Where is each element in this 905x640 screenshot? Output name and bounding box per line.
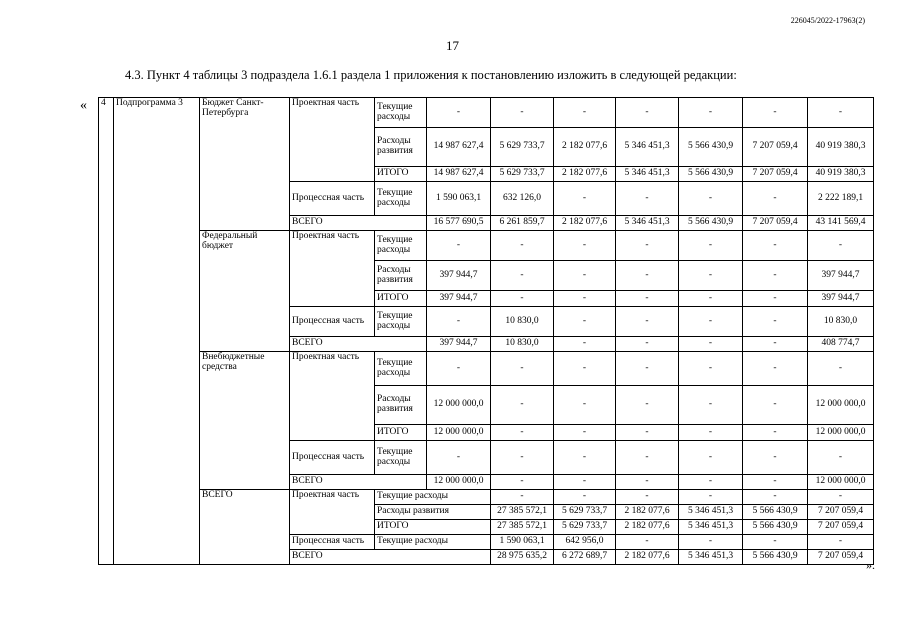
value-cell: 5 346 451,3 [679,520,743,535]
value-cell: 5 566 430,9 [743,550,808,565]
value-cell: 2 182 077,6 [554,216,616,231]
value-cell: - [679,291,743,307]
value-cell: - [679,98,743,128]
part-process: Процессная часть [290,307,375,337]
source-federal: Федеральный бюджет [200,231,290,352]
value-cell: - [616,535,679,550]
value-cell: - [491,261,554,291]
quote-close-mark: ». [866,558,875,572]
value-cell: 10 830,0 [808,307,874,337]
type-current: Текущие расходы [375,182,427,216]
value-cell: - [491,352,554,386]
value-cell: 5 629 733,7 [491,128,554,167]
part-project: Проектная часть [290,352,375,441]
value-cell: - [616,337,679,352]
value-cell: 5 346 451,3 [616,167,679,182]
value-cell: 5 346 451,3 [616,128,679,167]
value-cell: - [743,441,808,475]
value-cell: - [743,337,808,352]
value-cell: 12 000 000,0 [808,425,874,441]
value-cell: - [427,441,491,475]
value-cell: - [743,98,808,128]
value-cell: - [808,98,874,128]
value-cell: 27 385 572,1 [491,505,554,520]
type-development: Расходы развития [375,128,427,167]
value-cell: 397 944,7 [808,291,874,307]
value-cell: 5 566 430,9 [743,505,808,520]
value-cell: 10 830,0 [491,337,554,352]
type-vsego: ВСЕГО [290,337,427,352]
value-cell: - [743,475,808,490]
value-cell: - [743,182,808,216]
value-cell: - [743,352,808,386]
value-cell: - [679,490,743,505]
value-cell: 7 207 059,4 [808,550,874,565]
value-cell: 7 207 059,4 [808,520,874,535]
value-cell: 5 629 733,7 [554,520,616,535]
value-cell: 5 346 451,3 [679,505,743,520]
value-cell: 632 126,0 [491,182,554,216]
value-cell: - [554,261,616,291]
value-cell: - [679,307,743,337]
budget-table-body [99,98,874,565]
value-cell: 2 182 077,6 [616,550,679,565]
type-current: Текущие расходы [375,307,427,337]
value-cell: - [427,352,491,386]
value-cell: - [491,98,554,128]
value-cell: 5 566 430,9 [743,520,808,535]
value-cell: 642 956,0 [554,535,616,550]
type-development: Расходы развития [375,505,491,520]
value-cell: - [616,425,679,441]
value-cell: - [554,490,616,505]
value-cell: 12 000 000,0 [427,475,491,490]
part-process: Процессная часть [290,535,375,550]
value-cell: 2 222 189,1 [808,182,874,216]
type-itogo: ИТОГО [375,167,427,182]
value-cell: 397 944,7 [427,261,491,291]
value-cell: - [743,307,808,337]
value-cell: - [616,475,679,490]
type-itogo: ИТОГО [375,425,427,441]
table-row [99,490,874,505]
value-cell: - [491,441,554,475]
value-cell: - [679,386,743,425]
table-row [99,352,874,386]
value-cell: - [427,98,491,128]
value-cell: - [616,182,679,216]
value-cell: 1 590 063,1 [491,535,554,550]
source-offbudget: Внебюджетные средства [200,352,290,490]
value-cell: - [616,291,679,307]
budget-table [98,97,874,565]
value-cell: 12 000 000,0 [808,386,874,425]
row-number-cell [99,98,114,565]
value-cell: 40 919 380,3 [808,167,874,182]
page-number: 17 [446,38,459,53]
table-row [99,98,874,128]
value-cell: - [491,490,554,505]
value-cell: 14 987 627,4 [427,128,491,167]
row-number: 4 [101,98,106,108]
value-cell: 5 346 451,3 [679,550,743,565]
value-cell: - [743,291,808,307]
value-cell: - [616,441,679,475]
value-cell: 12 000 000,0 [808,475,874,490]
value-cell: 2 182 077,6 [616,520,679,535]
value-cell: 12 000 000,0 [427,386,491,425]
value-cell: - [679,475,743,490]
value-cell: - [679,441,743,475]
section-heading: 4.3. Пункт 4 таблицы 3 подраздела 1.6.1 раздела 1 приложения к постановлению изложить в следующей редакции: [125,68,737,82]
value-cell: - [554,307,616,337]
value-cell: - [743,261,808,291]
value-cell: - [743,490,808,505]
program-cell: Подпрограмма 3 [114,98,200,565]
value-cell: 7 207 059,4 [743,128,808,167]
value-cell: 10 830,0 [491,307,554,337]
value-cell: - [679,425,743,441]
source-total: ВСЕГО [200,490,290,565]
value-cell: - [554,475,616,490]
value-cell: - [808,441,874,475]
type-current: Текущие расходы [375,441,427,475]
value-cell: - [679,231,743,261]
value-cell: 7 207 059,4 [743,216,808,231]
value-cell: - [491,475,554,490]
value-cell: 5 566 430,9 [679,128,743,167]
value-cell: - [554,291,616,307]
value-cell: - [616,386,679,425]
value-cell: - [491,231,554,261]
value-cell: 28 975 635,2 [491,550,554,565]
type-current: Текущие расходы [375,490,491,505]
value-cell: 5 566 430,9 [679,216,743,231]
value-cell: - [808,490,874,505]
value-cell: 397 944,7 [427,337,491,352]
type-vsego: ВСЕГО [290,550,491,565]
value-cell: - [679,261,743,291]
value-cell: - [616,307,679,337]
value-cell: 16 577 690,5 [427,216,491,231]
part-project: Проектная часть [290,231,375,307]
type-development: Расходы развития [375,386,427,425]
part-process: Процессная часть [290,182,375,216]
type-itogo: ИТОГО [375,291,427,307]
value-cell: - [554,182,616,216]
part-process: Процессная часть [290,441,375,475]
value-cell: - [679,182,743,216]
value-cell: - [616,490,679,505]
value-cell: - [679,337,743,352]
value-cell: 12 000 000,0 [427,425,491,441]
value-cell: - [743,231,808,261]
source-spb: Бюджет Санкт-Петербурга [200,98,290,231]
value-cell: - [491,425,554,441]
value-cell: - [427,231,491,261]
value-cell: - [679,352,743,386]
value-cell: 397 944,7 [808,261,874,291]
value-cell: - [743,425,808,441]
type-current: Текущие расходы [375,98,427,128]
value-cell: - [554,231,616,261]
value-cell: - [808,231,874,261]
value-cell: - [554,386,616,425]
value-cell: 27 385 572,1 [491,520,554,535]
value-cell: 2 182 077,6 [554,128,616,167]
type-vsego: ВСЕГО [290,216,427,231]
type-development: Расходы развития [375,261,427,291]
type-vsego: ВСЕГО [290,475,427,490]
value-cell: 7 207 059,4 [808,505,874,520]
value-cell: - [616,98,679,128]
value-cell: 14 987 627,4 [427,167,491,182]
value-cell: - [616,261,679,291]
type-itogo: ИТОГО [375,520,491,535]
table-row [99,231,874,261]
value-cell: - [554,441,616,475]
value-cell: 408 774,7 [808,337,874,352]
value-cell: - [616,352,679,386]
value-cell: - [616,231,679,261]
type-current: Текущие расходы [375,231,427,261]
value-cell: - [491,386,554,425]
value-cell: - [808,352,874,386]
part-project: Проектная часть [290,98,375,182]
value-cell: 2 182 077,6 [616,505,679,520]
value-cell: 6 272 689,7 [554,550,616,565]
quote-open-mark: « [80,98,87,113]
value-cell: - [491,291,554,307]
value-cell: - [554,352,616,386]
value-cell: 5 346 451,3 [616,216,679,231]
value-cell: 1 590 063,1 [427,182,491,216]
value-cell: 6 261 859,7 [491,216,554,231]
value-cell: 43 141 569,4 [808,216,874,231]
value-cell: 5 629 733,7 [491,167,554,182]
value-cell: - [427,307,491,337]
document-id: 226045/2022-17963(2) [790,16,865,25]
part-project: Проектная часть [290,490,375,535]
value-cell: - [554,98,616,128]
value-cell: 397 944,7 [427,291,491,307]
value-cell: 7 207 059,4 [743,167,808,182]
value-cell: 40 919 380,3 [808,128,874,167]
value-cell: 2 182 077,6 [554,167,616,182]
value-cell: 5 629 733,7 [554,505,616,520]
type-current: Текущие расходы [375,535,491,550]
value-cell: - [808,535,874,550]
value-cell: - [679,535,743,550]
value-cell: 5 566 430,9 [679,167,743,182]
value-cell: - [554,425,616,441]
type-current: Текущие расходы [375,352,427,386]
value-cell: - [743,535,808,550]
value-cell: - [554,337,616,352]
value-cell: - [743,386,808,425]
